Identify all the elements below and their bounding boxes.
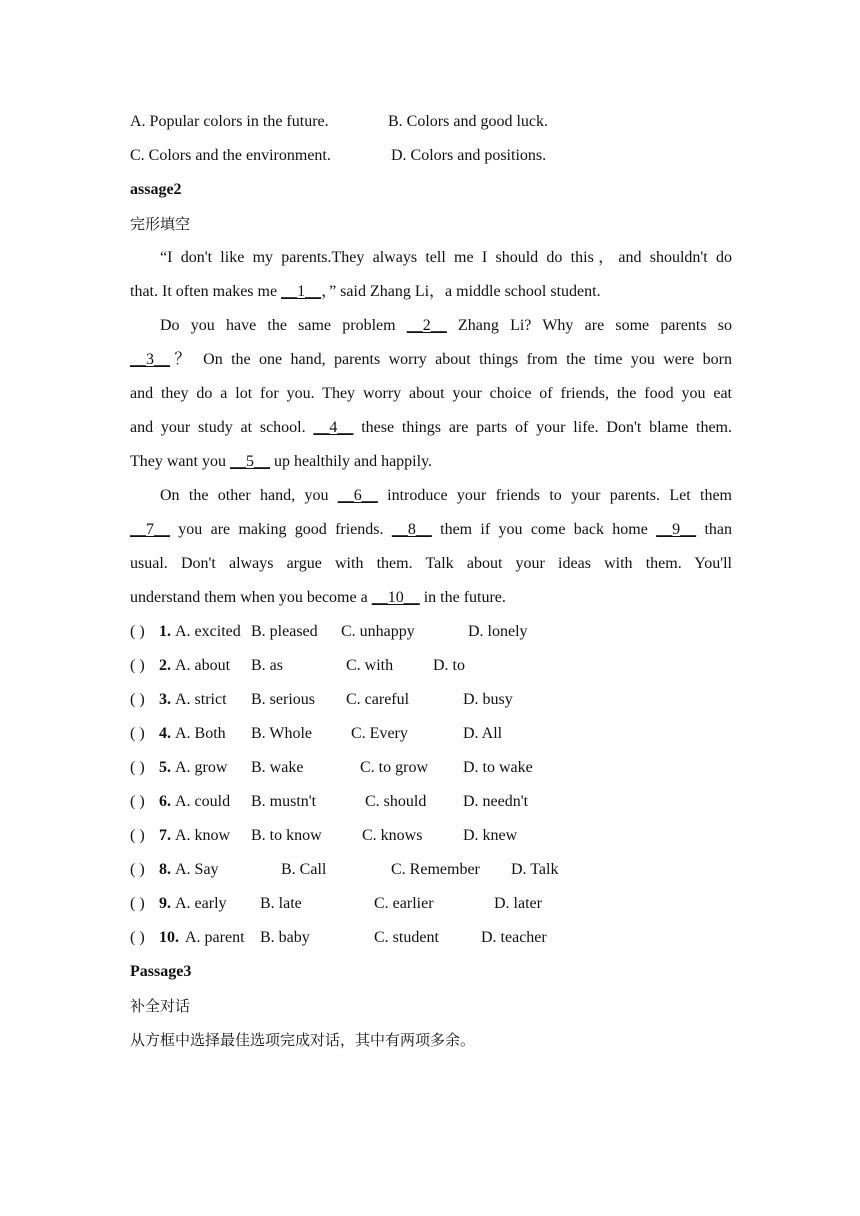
question-number: 1. <box>159 623 171 640</box>
blank-9: __9__ <box>656 521 697 538</box>
option-c: C. Colors and the environment. <box>130 147 331 164</box>
choice-c: C. should <box>365 793 427 810</box>
question-number: 2. <box>159 657 171 674</box>
choice-b: B. mustn't <box>251 793 317 810</box>
question-10 <box>130 921 732 955</box>
choice-b: B. Whole <box>251 725 313 742</box>
choice-d: D. busy <box>463 691 513 708</box>
choice-a: A. Say <box>175 861 219 878</box>
choice-d: D. to <box>433 657 465 674</box>
passage2-line-5: and they do a lot for you. They worry about your choice of friends, the food you eat <box>130 385 732 402</box>
choice-d: D. to wake <box>463 759 533 776</box>
passage2-line-4: __3__？ On the one hand, parents worry about things from the time you were born <box>130 351 732 368</box>
choice-c: C. to grow <box>360 759 428 776</box>
blank-10: __10__ <box>371 589 420 606</box>
question-number: 7. <box>159 827 171 844</box>
question-2 <box>130 649 732 683</box>
option-b: B. Colors and good luck. <box>388 113 548 130</box>
answer-bracket[interactable]: ( ) <box>130 623 145 640</box>
choice-a: A. parent <box>185 929 245 946</box>
passage2-line-2: that. It often makes me __1__，” said Zhang Li，a middle school student. <box>130 283 601 300</box>
choice-a: A. excited <box>175 623 241 640</box>
blank-1: __1__ <box>281 283 322 300</box>
blank-4: __4__ <box>313 419 354 436</box>
choice-a: A. early <box>175 895 227 912</box>
question-6 <box>130 785 732 819</box>
passage1-options-row-2 <box>130 139 732 173</box>
question-number: 4. <box>159 725 171 742</box>
answer-bracket[interactable]: ( ) <box>130 691 145 708</box>
blank-5: __5__ <box>229 453 270 470</box>
question-3 <box>130 683 732 717</box>
passage1-options-row-1 <box>130 105 732 139</box>
answer-bracket[interactable]: ( ) <box>130 929 145 946</box>
question-number: 8. <box>159 861 171 878</box>
passage2-section-label: 完形填空 <box>130 215 191 233</box>
choice-d: D. teacher <box>481 929 547 946</box>
passage2-line-3: Do you have the same problem __2__ Zhang Li? Why are some parents so <box>160 317 733 334</box>
passage2-heading: assage2 <box>130 181 182 198</box>
blank-8: __8__ <box>391 521 432 538</box>
question-4 <box>130 717 732 751</box>
choice-b: B. Call <box>281 861 327 878</box>
question-9 <box>130 887 732 921</box>
choice-a: A. about <box>175 657 231 674</box>
choice-d: D. knew <box>463 827 518 844</box>
passage3-heading: Passage3 <box>130 963 192 980</box>
question-7 <box>130 819 732 853</box>
choice-d: D. lonely <box>468 623 528 640</box>
option-a: A. Popular colors in the future. <box>130 113 329 130</box>
choice-c: C. knows <box>362 827 423 844</box>
passage3-instruction: 从方框中选择最佳选项完成对话，其中有两项多余。 <box>130 1031 476 1049</box>
choice-c: C. student <box>374 929 439 946</box>
question-number: 6. <box>159 793 171 810</box>
choice-b: B. as <box>251 657 283 674</box>
answer-bracket[interactable]: ( ) <box>130 725 145 742</box>
choice-a: A. know <box>175 827 231 844</box>
question-number: 5. <box>159 759 171 776</box>
choice-c: C. careful <box>346 691 410 708</box>
choice-d: D. later <box>494 895 542 912</box>
passage2-line-11: understand them when you become a __10__ in the future. <box>130 589 506 606</box>
question-8 <box>130 853 732 887</box>
choice-c: C. Remember <box>391 861 480 878</box>
choice-d: D. All <box>463 725 503 742</box>
answer-bracket[interactable]: ( ) <box>130 861 145 878</box>
answer-bracket[interactable]: ( ) <box>130 657 145 674</box>
option-d: D. Colors and positions. <box>391 147 547 164</box>
question-1 <box>130 615 732 649</box>
answer-bracket[interactable]: ( ) <box>130 827 145 844</box>
question-5 <box>130 751 732 785</box>
blank-6: __6__ <box>337 487 378 504</box>
choice-c: C. Every <box>351 725 408 742</box>
choice-b: B. serious <box>251 691 315 708</box>
question-number: 3. <box>159 691 171 708</box>
passage2-line-8: On the other hand, you __6__ introduce your friends to your parents. Let them <box>160 487 733 504</box>
passage2-line-9: __7__ you are making good friends. __8__ them if you come back home __9__ than <box>130 521 732 538</box>
choice-c: C. earlier <box>374 895 434 912</box>
blank-2: __2__ <box>406 317 447 334</box>
question-number: 9. <box>159 895 171 912</box>
choice-a: A. grow <box>175 759 228 776</box>
answer-bracket[interactable]: ( ) <box>130 895 145 912</box>
choice-d: D. Talk <box>511 861 559 878</box>
choice-b: B. baby <box>260 929 310 946</box>
choice-b: B. to know <box>251 827 322 844</box>
choice-c: C. unhappy <box>341 623 415 640</box>
answer-bracket[interactable]: ( ) <box>130 793 145 810</box>
choice-a: A. Both <box>175 725 226 742</box>
blank-3: __3__ <box>130 351 170 368</box>
choice-a: A. could <box>175 793 231 810</box>
passage2-line-7: They want you __5__ up healthily and happily. <box>130 453 433 470</box>
passage2-line-10: usual. Don't always argue with them. Talk about your ideas with them. You'll <box>130 555 732 572</box>
question-number: 10. <box>159 929 179 946</box>
choice-a: A. strict <box>175 691 227 708</box>
answer-bracket[interactable]: ( ) <box>130 759 145 776</box>
choice-b: B. pleased <box>251 623 318 640</box>
choice-c: C. with <box>346 657 394 674</box>
choice-d: D. needn't <box>463 793 529 810</box>
choice-b: B. wake <box>251 759 304 776</box>
passage2-line-1: “I don't like my parents.They always tell me I should do this，and shouldn't do <box>160 249 732 266</box>
passage2-line-6: and your study at school. __4__ these things are parts of your life. Don't blame them. <box>130 419 732 436</box>
blank-7: __7__ <box>130 521 170 538</box>
passage3-section-label: 补全对话 <box>130 997 191 1015</box>
choice-b: B. late <box>260 895 302 912</box>
